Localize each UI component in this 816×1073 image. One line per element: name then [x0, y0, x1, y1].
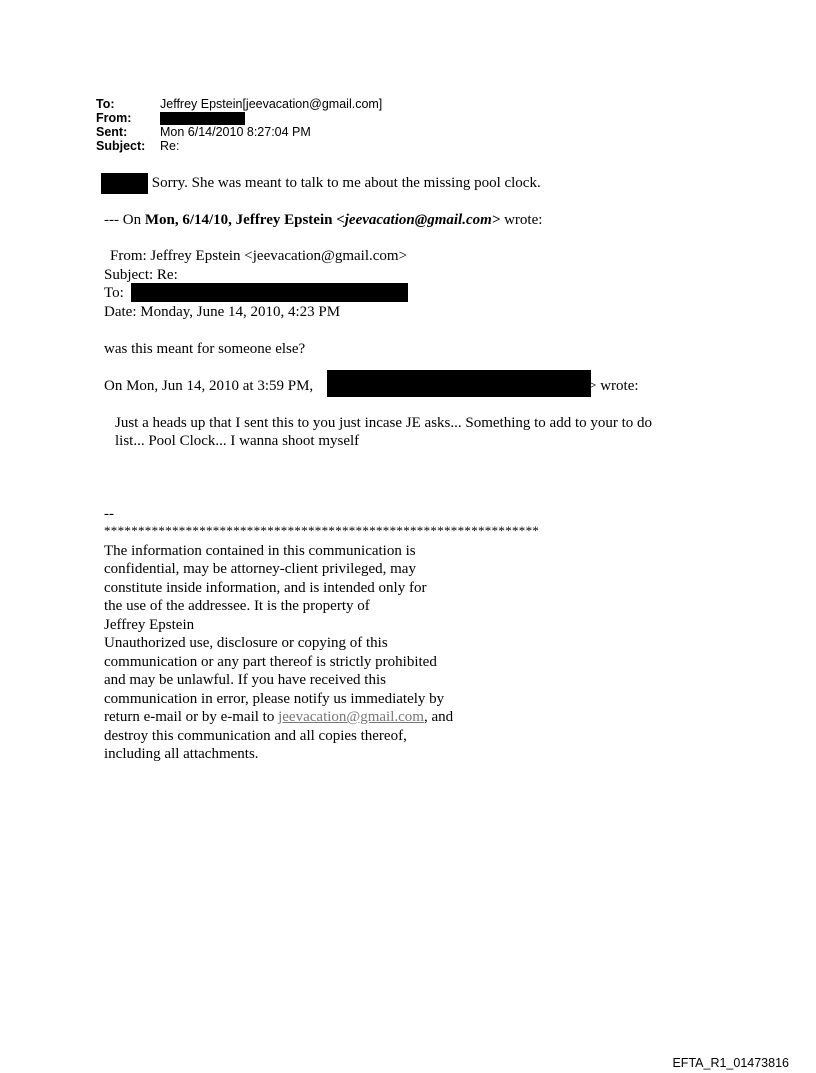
- email-link[interactable]: jeevacation@gmail.com: [278, 709, 424, 725]
- fwd-to-label: To:: [104, 285, 124, 301]
- subject-value: Re:: [160, 139, 180, 153]
- redaction-box: [101, 173, 148, 194]
- redaction-box: [327, 370, 591, 397]
- disclaimer-line: constitute inside information, and is intended only for: [104, 580, 427, 596]
- quote-sender: Mon, 6/14/10, Jeffrey Epstein: [144, 212, 337, 228]
- fwd-subject: Subject: Re:: [104, 267, 178, 283]
- disclaimer-line: and may be unlawful. If you have received this: [104, 672, 386, 688]
- disclaimer-line: confidential, may be attorney-client privileged, may: [104, 561, 416, 577]
- sent-row: [96, 125, 382, 139]
- to-row: [96, 97, 382, 111]
- from-label: From:: [96, 111, 132, 125]
- disclaimer-line: Unauthorized use, disclosure or copying of this: [104, 635, 388, 651]
- original-line-1: Just a heads up that I sent this to you just incase JE asks... Something to add to your to do: [115, 415, 653, 431]
- disclaimer-line: The information contained in this communication is: [104, 543, 416, 559]
- disclaimer-link-suffix: , and: [423, 709, 454, 725]
- original-line-2: list... Pool Clock... I wanna shoot myself: [115, 433, 360, 449]
- disclaimer-stars: ****************************************************************: [104, 523, 540, 538]
- subject-row: [96, 139, 382, 153]
- disclaimer-line: communication or any part thereof is strictly prohibited: [104, 654, 437, 670]
- disclaimer-line: communication in error, please notify us immediately by: [104, 691, 445, 707]
- redaction-box: [160, 112, 245, 125]
- subject-label: Subject:: [96, 139, 146, 153]
- disclaimer-line: Jeffrey Epstein: [104, 617, 195, 633]
- question-text: was this meant for someone else?: [104, 341, 306, 357]
- disclaimer-line: including all attachments.: [104, 746, 259, 762]
- document-id: EFTA_R1_01473816: [672, 1056, 789, 1070]
- quote-suffix: wrote:: [500, 212, 543, 228]
- quote-prefix: --- On: [104, 212, 145, 228]
- sent-label: Sent:: [96, 125, 128, 139]
- original-intro-prefix: On Mon, Jun 14, 2010 at 3:59 PM,: [104, 378, 314, 394]
- fwd-date: Date: Monday, June 14, 2010, 4:23 PM: [104, 304, 341, 320]
- sent-value: Mon 6/14/2010 8:27:04 PM: [160, 125, 311, 139]
- email-header: [96, 97, 382, 153]
- original-intro-suffix: > wrote:: [588, 378, 639, 394]
- disclaimer-line: destroy this communication and all copies thereof,: [104, 728, 407, 744]
- fwd-to-row: [104, 284, 124, 302]
- fwd-from: From: Jeffrey Epstein <jeevacation@gmail.com>: [110, 248, 408, 264]
- quote-intro: [104, 211, 542, 229]
- reply-line: [101, 173, 541, 194]
- disclaimer-line: the use of the addressee. It is the property of: [104, 598, 370, 614]
- quote-email: <jeevacation@gmail.com>: [336, 212, 501, 228]
- reply-text: Sorry. She was meant to talk to me about the missing pool clock.: [151, 174, 541, 191]
- disclaimer-link-prefix: return e-mail or by e-mail to: [104, 709, 279, 725]
- disclaimer-dashes: --: [104, 506, 114, 522]
- disclaimer-line-link: [104, 708, 453, 726]
- to-label: To:: [96, 97, 115, 111]
- to-value: Jeffrey Epstein[jeevacation@gmail.com]: [160, 97, 383, 111]
- redaction-box: [131, 283, 408, 302]
- from-row: [96, 111, 382, 125]
